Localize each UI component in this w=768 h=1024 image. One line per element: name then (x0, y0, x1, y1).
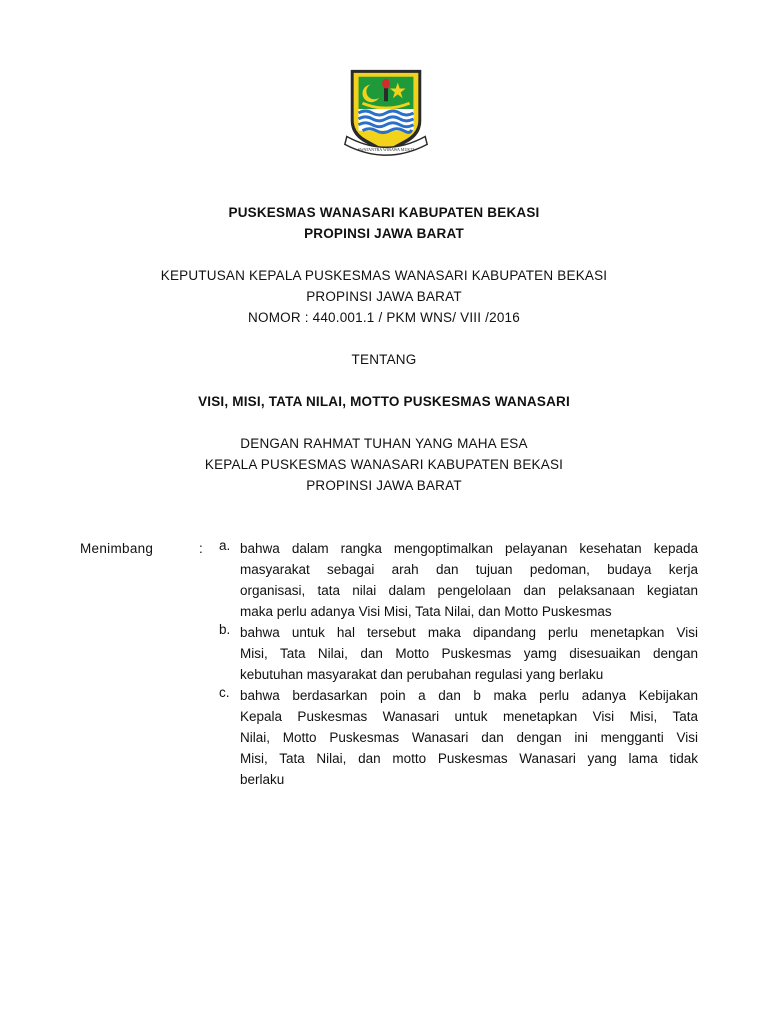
considering-colon: : (199, 541, 203, 556)
preamble-line-2: KEPALA PUSKESMAS WANASARI KABUPATEN BEKASI (204, 457, 564, 472)
considering-label: Menimbang (80, 541, 154, 556)
item-line: bahwa untuk hal tersebut maka dipandang perlu menetapkan Visi (240, 625, 698, 640)
item-line: bahwa dalam rangka mengoptimalkan pelayanan kesehatan kepada (240, 541, 698, 556)
preamble-line-1: DENGAN RAHMAT TUHAN YANG MAHA ESA (240, 436, 528, 451)
item-line: Misi, Tata Nilai, dan motto Puskesmas Wanasari yang lama tidak (240, 751, 698, 766)
institution-name: PUSKESMAS WANASARI KABUPATEN BEKASI (228, 205, 540, 220)
preamble-line-3: PROPINSI JAWA BARAT (306, 478, 462, 493)
item-text (240, 622, 698, 685)
item-line: bahwa berdasarkan poin a dan b maka perlu adanya Kebijakan (240, 688, 698, 703)
item-line: Misi, Tata Nilai, dan Motto Puskesmas yamg disesuaikan dengan (240, 646, 698, 661)
about-label: TENTANG (351, 352, 417, 367)
item-line: organisasi, tata nilai dalam pengelolaan dan pelaksanaan kegiatan (240, 583, 698, 598)
decree-subject: VISI, MISI, TATA NILAI, MOTTO PUSKESMAS WANASARI (198, 394, 570, 409)
item-marker: a. (219, 538, 231, 553)
item-line: berlaku (240, 772, 285, 787)
item-line: Kepala Puskesmas Wanasari untuk menetapkan Visi Misi, Tata (240, 709, 698, 724)
item-marker: c. (219, 685, 230, 700)
decree-province: PROPINSI JAWA BARAT (306, 289, 462, 304)
decree-number: NOMOR : 440.001.1 / PKM WNS/ VIII /2016 (248, 310, 520, 325)
item-marker: b. (219, 622, 231, 637)
item-line: masyarakat sebagai arah dan tujuan pedoman, budaya kerja (240, 562, 698, 577)
item-text (240, 685, 698, 790)
kabupaten-bekasi-emblem (337, 64, 435, 162)
institution-province: PROPINSI JAWA BARAT (304, 226, 464, 241)
emblem-motto-text: SWATANTRA WIBAWA MUKTI (357, 147, 415, 153)
decree-title: KEPUTUSAN KEPALA PUSKESMAS WANASARI KABUPATEN BEKASI (160, 268, 608, 283)
item-line: Nilai, Motto Puskesmas Wanasari dan dengan ini mengganti Visi (240, 730, 698, 745)
item-text (240, 538, 698, 622)
item-line: maka perlu adanya Visi Misi, Tata Nilai, dan Motto Puskesmas (240, 604, 612, 619)
item-line: kebutuhan masyarakat dan perubahan regulasi yang berlaku (240, 667, 604, 682)
